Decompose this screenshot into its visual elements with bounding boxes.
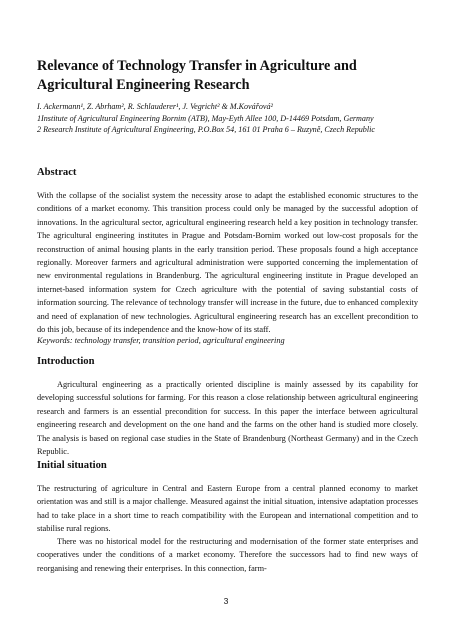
author-block [37, 101, 418, 136]
introduction-heading: Introduction [37, 356, 95, 367]
initial-situation-heading: Initial situation [37, 460, 107, 471]
author-names: I. Ackermann¹, Z. Abrham², R. Schlauderer¹, J. Vegricht² & M.Kovářová² [37, 102, 273, 111]
initial-situation-paragraph-1: The restructuring of agriculture in Central and Eastern Europe from a central planned economy to market orientation was and still is a major challenge. Measured against the initial situation, intensive adaptation processes had to take place in a short time to reach compatibility with the European and international competition and to stabilise rural regions. [37, 484, 418, 534]
affiliation-1: 1Institute of Agricultural Engineering Bornim (ATB), May-Eyth Allee 100, D-14469 Potsdam, Germany [37, 113, 374, 123]
keywords: Keywords: technology transfer, transition period, agricultural engineering [37, 336, 285, 345]
introduction-text: Agricultural engineering as a practically oriented discipline is mainly assessed by its capability for developing successful solutions for farming. For this reason a close relationship between agricultural engineering research and farmers is an essential precondition for success. In this paper the interface between agricultural engineering research and development on the one hand and the farms on the other hand is studied more closely. The analysis is based on regional case studies in the State of Brandenburg (Northeast Germany) and in the Czech Republic. [37, 380, 418, 457]
initial-situation-paragraph-2: There was no historical model for the restructuring and modernisation of the former state enterprises and cooperatives under the conditions of a market economy. Therefore the successors had to find new ways of reorganising and renewing their enterprises. In this connection, farm- [37, 537, 418, 573]
abstract-heading: Abstract [37, 167, 77, 178]
abstract-text: With the collapse of the socialist system the necessity arose to adapt the established economic structures to the conditions of a market economy. This transition process could only be managed by the successful adoption of innovations. In the agricultural sector, agricultural engineering research held a key position in technology transfer. The agricultural engineering institutes in Prague and Potsdam-Bornim worked out low-cost proposals for the reconstruction of animal housing plants in the early transition period. These proposals found a high acceptance regionally. Moreover farmers and agricultural administration were supported concerning the implementation of new environmental regulations in Brandenburg. The agricultural engineering institute in Prague developed an internet-based information system for Czech agriculture with the potential of saving substantial costs of information sourcing. The relevance of technology transfer will increase in the future, due to enhanced complexity and need of explanation of new technologies. Agricultural engineering research has an excellent precondition to do this job, because of its independence and the know-how of its staff. [37, 191, 418, 335]
paper-title: Relevance of Technology Transfer in Agriculture and Agricultural Engineering Research [37, 58, 357, 93]
page-number: 3 [223, 596, 229, 606]
affiliation-2: 2 Research Institute of Agricultural Engineering, P.O.Box 54, 161 01 Praha 6 – Ruzyně, Czech Republic [37, 125, 375, 135]
